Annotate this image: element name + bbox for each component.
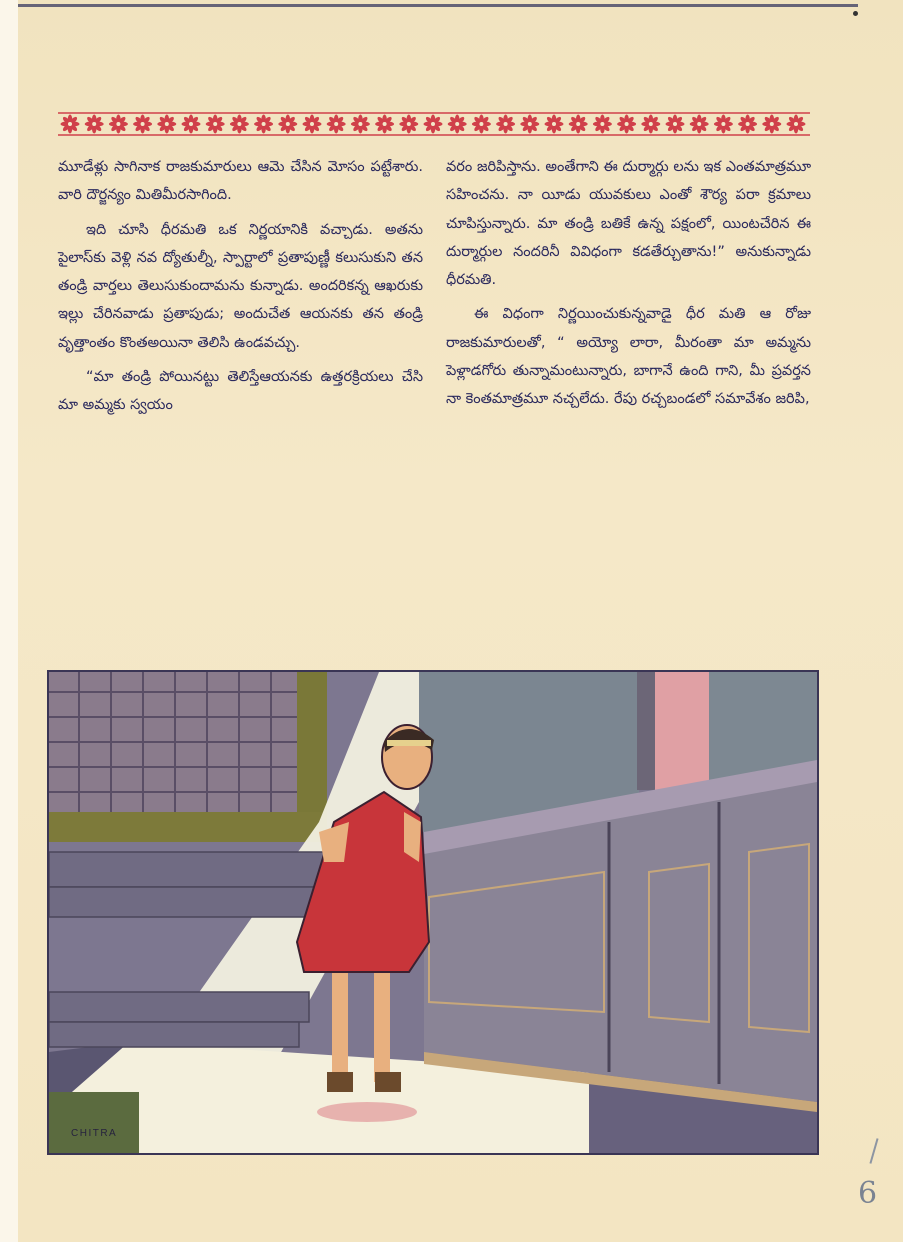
flower-motif-icon <box>206 115 225 134</box>
flower-motif-icon <box>762 115 781 134</box>
flower-motif-icon <box>641 115 660 134</box>
flower-motif-icon <box>327 115 346 134</box>
ink-dot <box>853 11 858 16</box>
page-edge <box>0 0 18 1242</box>
pencil-mark <box>869 1138 878 1164</box>
flower-motif-icon <box>448 115 467 134</box>
flower-motif-icon <box>254 115 273 134</box>
flower-motif-icon <box>424 115 443 134</box>
paragraph: మూడేళ్లు సాగినాక రాజకుమారులు ఆమె చేసిన మోసం పట్టేశారు. వారి దౌర్జన్యం మితిమీరసాగింది. <box>58 159 423 204</box>
flower-motif-icon <box>182 115 201 134</box>
flower-motif-icon <box>133 115 152 134</box>
flower-motif-icon <box>157 115 176 134</box>
flower-motif-icon <box>545 115 564 134</box>
flower-motif-icon <box>375 115 394 134</box>
paragraph: ఇది చూసి ధీరమతి ఒక నిర్ణయానికి వచ్చాడు. అతను పైలాస్‌కు వెళ్లి నవ ద్యోతుల్నీ, స్పార్టాలో ప్రతాపుణ్ణీ కలుసుకుని తన తండ్రి వార్తలు తెలుసుకుందామను కున్నాడు. అందరికన్న ఆఖరుకు ఇల్లు చేరినవాడు ప్రతాపుడు; అందుచేత ఆయనకు తన తండ్రి వృత్తాంతం కొంతఅయినా తెలిసి ఉండవచ్చు. <box>58 221 423 351</box>
flower-motif-icon <box>787 115 806 134</box>
top-rule <box>18 4 858 7</box>
flower-motif-icon <box>738 115 757 134</box>
text-column-left <box>58 153 423 420</box>
page-number: 6 <box>858 1176 878 1211</box>
paragraph: వరం జరిపిస్తాను. అంతేగాని ఈ దుర్మార్గు లను ఇక ఎంతమాత్రమూ సహించను. నా యీడు యువకులు ఎంతో శౌర్య పరా క్రమాలు చూపిస్తున్నారు. మా తండ్రి బతికే ఉన్న పక్షంలో, యింటచేరిన ఈ దుర్మార్గుల నందరినీ వివిధంగా కడతేర్చుతాను!” అనుకున్నాడు ధీరమతి. <box>446 159 811 289</box>
flower-motif-icon <box>351 115 370 134</box>
flower-motif-icon <box>303 115 322 134</box>
flower-motif-icon <box>230 115 249 134</box>
flower-motif-icon <box>85 115 104 134</box>
flower-motif-icon <box>593 115 612 134</box>
paragraph: ఈ విధంగా నిర్ణయించుకున్నవాడై ధీర మతి ఆ రోజు రాజకుమారులతో, “ అయ్యో లారా, మీరంతా మా అమ్మను పెళ్లాడగోరు తున్నామంటున్నారు, బాగానే ఉంది గాని, మీ ప్రవర్తన నా కెంతమాత్రమూ నచ్చలేదు. రేపు రచ్చబండలో సమావేశం జరిపి, <box>446 306 811 408</box>
story-illustration <box>47 670 819 1155</box>
flower-motif-icon <box>109 115 128 134</box>
flower-motif-icon <box>399 115 418 134</box>
flower-motif-icon <box>617 115 636 134</box>
flower-motif-icon <box>569 115 588 134</box>
text-column-right <box>446 153 811 414</box>
flower-motif-icon <box>690 115 709 134</box>
flower-motif-icon <box>472 115 491 134</box>
flower-motif-icon <box>496 115 515 134</box>
flower-motif-icon <box>714 115 733 134</box>
flower-motif-icon <box>278 115 297 134</box>
artist-signature: CHITRA <box>71 1128 118 1139</box>
flower-motif-icon <box>61 115 80 134</box>
flower-motif-icon <box>520 115 539 134</box>
illustration-artwork <box>49 672 817 1153</box>
flower-motif-icon <box>666 115 685 134</box>
decorative-border <box>58 112 810 136</box>
paragraph: “మా తండ్రి పోయినట్టు తెలిస్తేఆయనకు ఉత్తరక్రియలు చేసి మా అమ్మకు స్వయం <box>58 369 423 414</box>
